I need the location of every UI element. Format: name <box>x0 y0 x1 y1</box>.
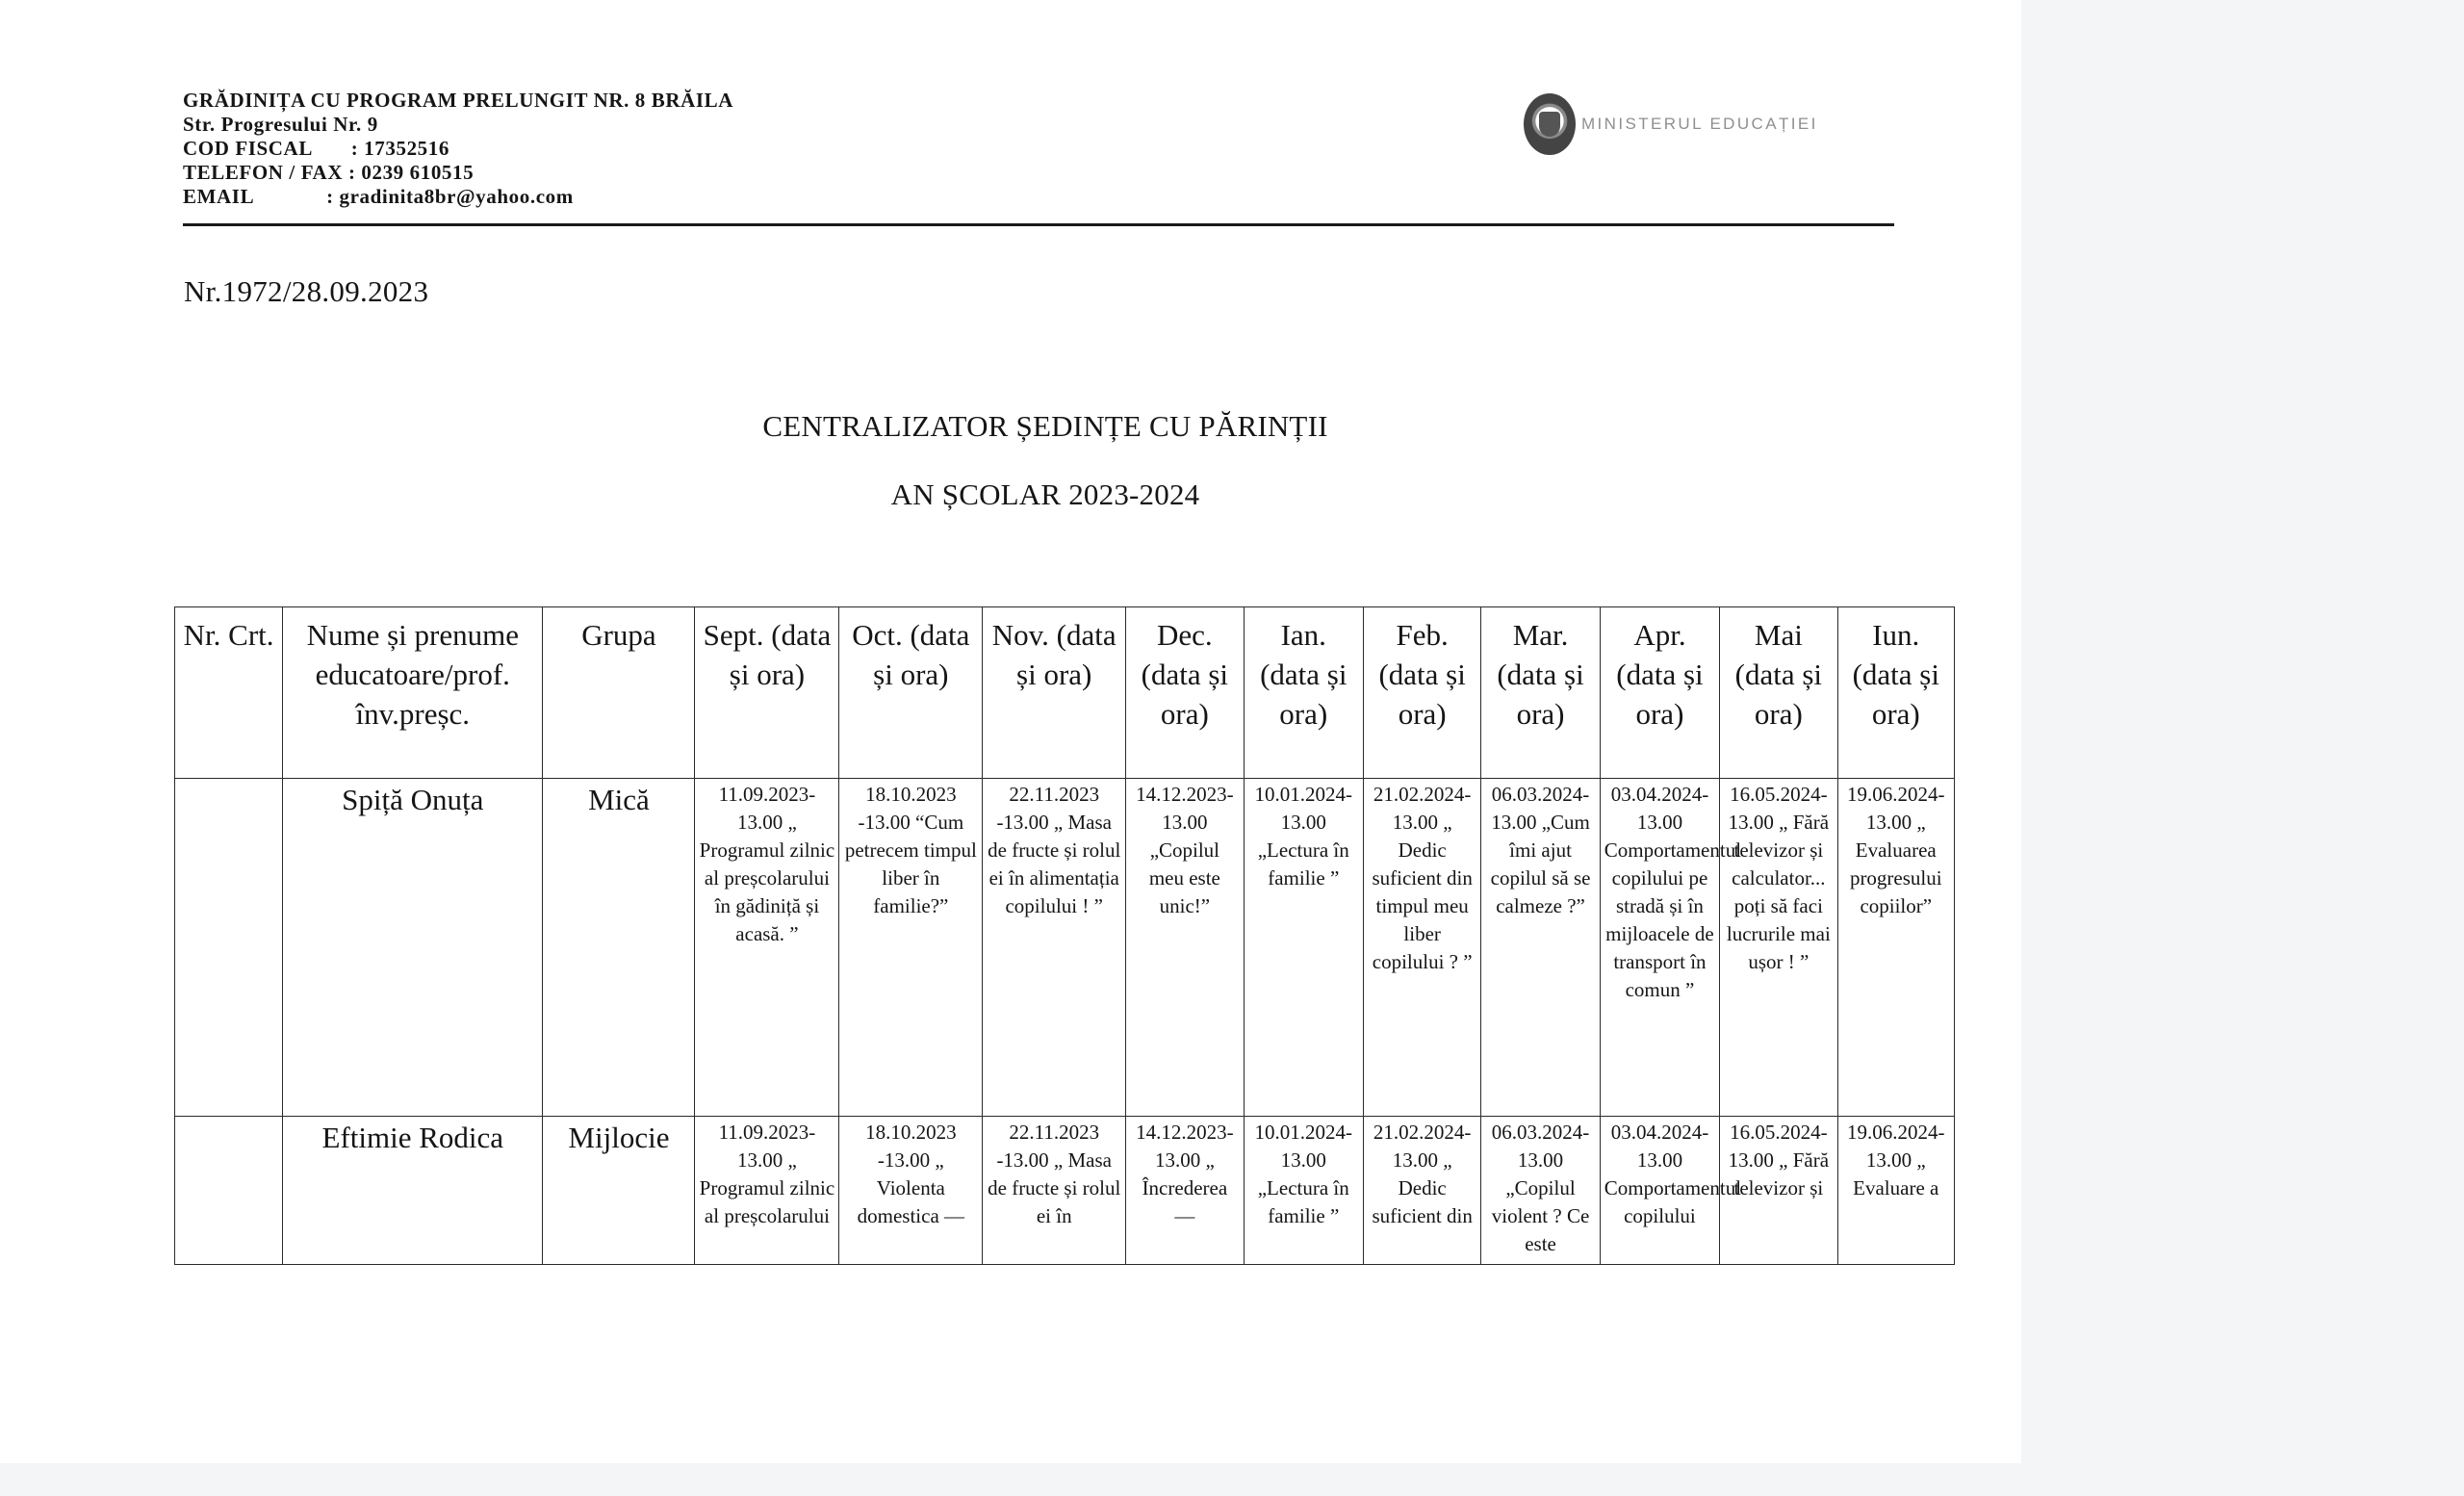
meeting-jan: 10.01.2024-13.00 „Lectura în familie ” <box>1244 1116 1363 1264</box>
header-mar: Mar. (data și ora) <box>1481 607 1600 779</box>
ministry-name: MINISTERUL EDUCAȚIEI <box>1581 115 1818 133</box>
meeting-feb: 21.02.2024-13.00 „ Dedic suficient din <box>1363 1116 1480 1264</box>
header-nr: Nr. Crt. <box>175 607 283 779</box>
header-may: Mai (data și ora) <box>1720 607 1837 779</box>
header-oct: Oct. (data și ora) <box>839 607 983 779</box>
header-apr: Apr. (data și ora) <box>1600 607 1719 779</box>
school-name: GRĂDINIȚA CU PROGRAM PRELUNGIT NR. 8 BRĂILA <box>183 89 734 112</box>
row-nr <box>175 1116 283 1264</box>
header-name: Nume și prenume educatoare/prof. înv.preșc. <box>283 607 543 779</box>
meeting-may: 16.05.2024-13.00 „ Fără televizor și <box>1720 1116 1837 1264</box>
table-row <box>175 779 1955 1117</box>
group-name: Mică <box>543 779 695 1117</box>
meeting-mar: 06.03.2024-13.00 „Cum îmi ajut copilul să se calmeze ?” <box>1481 779 1600 1117</box>
meeting-feb: 21.02.2024-13.00 „ Dedic suficient din timpul meu liber copilului ? ” <box>1363 779 1480 1117</box>
header-feb: Feb. (data și ora) <box>1363 607 1480 779</box>
meeting-sep: 11.09.2023-13.00 „ Programul zilnic al preșcolarului <box>695 1116 839 1264</box>
header-jun: Iun. (data și ora) <box>1837 607 1954 779</box>
group-name: Mijlocie <box>543 1116 695 1264</box>
phone-fax: TELEFON / FAX : 0239 610515 <box>183 161 475 184</box>
letterhead-divider <box>183 223 1894 226</box>
document-subtitle: AN ȘCOLAR 2023-2024 <box>890 477 1200 511</box>
meeting-jun: 19.06.2024-13.00 „ Evaluare a <box>1837 1116 1954 1264</box>
header-sep: Sept. (data și ora) <box>695 607 839 779</box>
meeting-apr: 03.04.2024-13.00 Comportamentul copilului <box>1600 1116 1719 1264</box>
meeting-jun: 19.06.2024-13.00 „ Evaluarea progresului copiilor” <box>1837 779 1954 1117</box>
meeting-nov: 22.11.2023 -13.00 „ Masa de fructe și rolul ei în <box>983 1116 1126 1264</box>
header-jan: Ian. (data și ora) <box>1244 607 1363 779</box>
meeting-dec: 14.12.2023-13.00 „Copilul meu este unic!” <box>1126 779 1244 1117</box>
teacher-name: Eftimie Rodica <box>283 1116 543 1264</box>
meetings-table <box>174 606 1955 1265</box>
meeting-dec: 14.12.2023-13.00 „ Încrederea — <box>1126 1116 1244 1264</box>
teacher-name: Spiță Onuța <box>283 779 543 1117</box>
ministry-logo <box>1524 93 1818 155</box>
meeting-mar: 06.03.2024-13.00 „Copilul violent ? Ce este <box>1481 1116 1600 1264</box>
meeting-may: 16.05.2024-13.00 „ Fără televizor și calculator... poți să faci lucrurile mai ușor ! ” <box>1720 779 1837 1117</box>
meeting-nov: 22.11.2023 -13.00 „ Masa de fructe și rolul ei în alimentația copilului ! ” <box>983 779 1126 1117</box>
header-dec: Dec. (data și ora) <box>1126 607 1244 779</box>
meeting-oct: 18.10.2023 -13.00 „ Violenta domestica — <box>839 1116 983 1264</box>
header-group: Grupa <box>543 607 695 779</box>
meeting-sep: 11.09.2023-13.00 „ Programul zilnic al preșcolarului în gădiniță și acasă. ” <box>695 779 839 1117</box>
letterhead <box>183 89 733 209</box>
meeting-apr: 03.04.2024-13.00 Comportamentul copilului pe stradă și în mijloacele de transport în comun ” <box>1600 779 1719 1117</box>
row-nr <box>175 779 283 1117</box>
document-title: CENTRALIZATOR ȘEDINȚE CU PĂRINȚII <box>762 409 1328 443</box>
header-nov: Nov. (data și ora) <box>983 607 1126 779</box>
school-address: Str. Progresului Nr. 9 <box>183 113 378 136</box>
table-row <box>175 1116 1955 1264</box>
meeting-oct: 18.10.2023 -13.00 “Cum petrecem timpul liber în familie?” <box>839 779 983 1117</box>
email-address: EMAIL : gradinita8br@yahoo.com <box>183 185 574 208</box>
fiscal-code: COD FISCAL : 17352516 <box>183 137 449 160</box>
coat-of-arms-icon <box>1524 93 1576 155</box>
table-header-row <box>175 607 1955 779</box>
meeting-jan: 10.01.2024-13.00 „Lectura în familie ” <box>1244 779 1363 1117</box>
registration-number: Nr.1972/28.09.2023 <box>184 274 429 308</box>
